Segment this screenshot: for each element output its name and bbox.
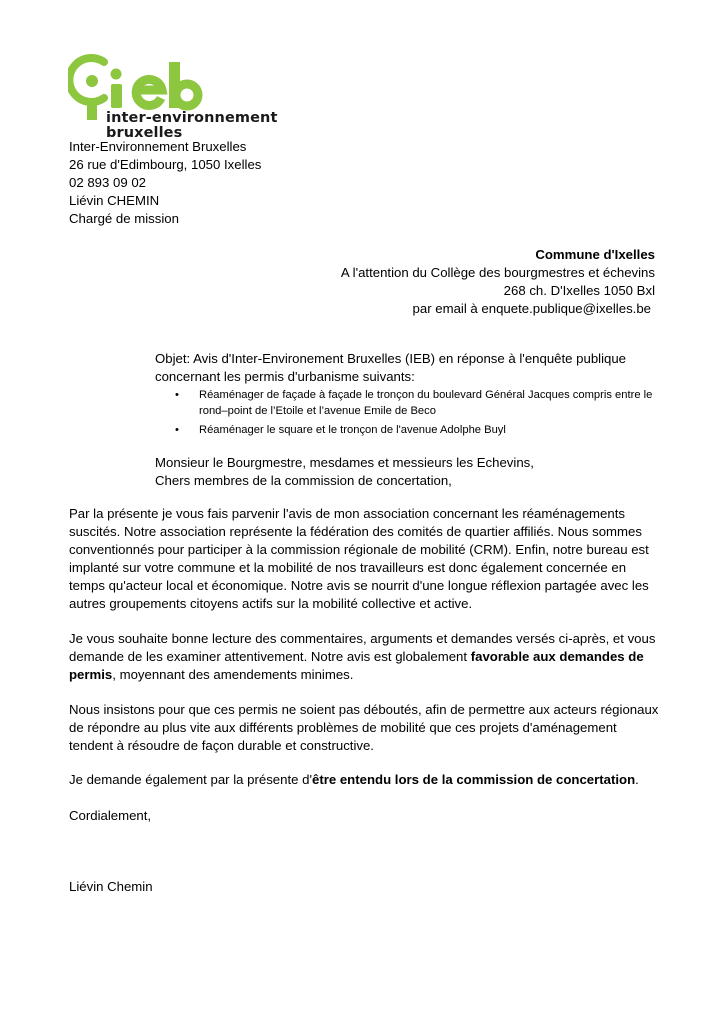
sender-address: 26 rue d'Edimbourg, 1050 Ixelles <box>69 157 262 172</box>
list-item-text: Réaménager de façade à façade le tronçon du boulevard Général Jacques compris entre le rond–point de l’Etoile et l’avenue Emile de Beco <box>199 389 653 417</box>
paragraph-request <box>69 771 659 789</box>
logo-text-line1: inter-environnement <box>106 110 278 126</box>
list-item-text: Réaménager le square et le tronçon de l'avenue Adolphe Buyl <box>199 424 506 436</box>
paragraph-request-text: Je demande également par la présente d' <box>69 772 312 787</box>
paragraph-intro: Par la présente je vous fais parvenir l'avis de mon association concernant les réaménagements suscités. Notre association représente la fédération des comités de quartier affiliés. Nous sommes conventionnés pour participer à la commission régionale de mobilité (CRM). Enfin, notre bureau est implanté sur votre commune et la mobilité de nos travailleurs est donc également concernée en temps qu'acteur local et économique. Notre avis se nourrit d'une longue réflexion partagée avec les autres groupements citoyens actifs sur la mobilité collective et active. <box>69 506 649 611</box>
signature: Liévin Chemin <box>69 879 153 894</box>
paragraph-insist: Nous insistons pour que ces permis ne soient pas déboutés, afin de permettre aux acteurs régionaux de répondre au plus vite aux différents problèmes de mobilité que ces projets d'aménagement tendent à résoudre de façon durable et constructive. <box>69 702 659 753</box>
paragraph-request-bold: être entendu lors de la commission de concertation <box>311 772 636 787</box>
bullet-icon: • <box>175 424 179 436</box>
salutation-line2: Chers membres de la commission de concertation, <box>155 473 452 488</box>
paragraph-opinion <box>69 630 659 684</box>
sender-phone: 02 893 09 02 <box>69 175 147 190</box>
list-item <box>175 422 655 438</box>
paragraph-opinion-bold: favorable aux demandes de permis <box>69 649 644 682</box>
bullet-icon: • <box>175 389 179 401</box>
logo-text-line2: bruxelles <box>106 125 183 141</box>
list-item <box>175 387 655 419</box>
sender-role: Chargé de mission <box>69 211 179 226</box>
recipient-name: Commune d'Ixelles <box>535 247 655 262</box>
recipient-address: 268 ch. D'Ixelles 1050 Bxl <box>503 283 655 298</box>
recipient-email: par email à enquete.publique@ixelles.be <box>412 301 651 316</box>
paragraph-opinion-text: Je vous souhaite bonne lecture des commentaires, arguments et demandes versés ci-après, et vous demande de les examiner attentivement. Notre avis est globalement <box>69 631 656 664</box>
paragraph-opinion-tail: , moyennant des amendements minimes. <box>112 667 354 682</box>
permit-list <box>175 387 655 441</box>
sender-name: Liévin CHEMIN <box>69 193 160 208</box>
paragraph-request-tail: . <box>635 772 639 787</box>
object-line: Objet: Avis d'Inter-Environement Bruxelles (IEB) en réponse à l'enquête publique concernant les permis d'urbanisme suivants: <box>155 351 627 384</box>
recipient-attention: A l'attention du Collège des bourgmestres et échevins <box>340 265 655 280</box>
salutation <box>155 454 655 490</box>
sender-org: Inter-Environnement Bruxelles <box>69 139 247 154</box>
salutation-line1: Monsieur le Bourgmestre, mesdames et messieurs les Echevins, <box>155 455 534 470</box>
closing: Cordialement, <box>69 808 152 823</box>
